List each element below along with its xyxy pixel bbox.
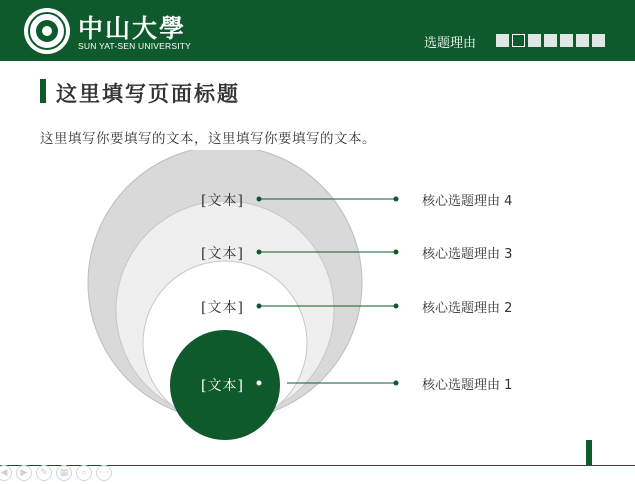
page-indicator [496,34,605,47]
university-name-cn: 中山大學 [78,14,187,43]
reason-label-3: 核心选题理由 3 [422,247,513,262]
section-label: 选题理由 [424,36,477,51]
next-icon[interactable]: ▶ [16,465,32,481]
header-bar [0,0,635,61]
reason-label-4: 核心选题理由 4 [422,194,513,209]
title-accent-bar [40,79,46,103]
university-name-en: SUN YAT-SEN UNIVERSITY [78,41,192,51]
reason-label-1: 核心选题理由 1 [422,378,513,393]
circle-label-3: [文本] [201,246,244,262]
page-box-5[interactable] [560,34,573,47]
nested-circle-diagram [0,150,635,450]
page-box-1[interactable] [496,34,509,47]
prev-icon[interactable]: ◀ [0,465,12,481]
edit-icon[interactable]: ✎ [36,465,52,481]
grid-icon[interactable]: ▦ [56,465,72,481]
circle-label-4: [文本] [201,193,244,209]
more-icon[interactable]: ⋯ [96,465,112,481]
page-title: 这里填写页面标题 [56,81,240,106]
university-emblem-icon [24,8,70,54]
reason-label-2: 核心选题理由 2 [422,301,513,316]
page-box-6[interactable] [576,34,589,47]
page-box-3[interactable] [528,34,541,47]
footer-accent-bar [586,440,592,466]
page-box-2[interactable] [512,34,525,47]
page-subtitle: 这里填写你要填写的文本，这里填写你要填写的文本。 [40,131,376,147]
zoom-icon[interactable]: ⌕ [76,465,92,481]
page-box-7[interactable] [592,34,605,47]
circle-label-1: [文本] [201,378,244,394]
slide-nav-toolbar [0,465,112,481]
page-box-4[interactable] [544,34,557,47]
circle-label-2: [文本] [201,300,244,316]
